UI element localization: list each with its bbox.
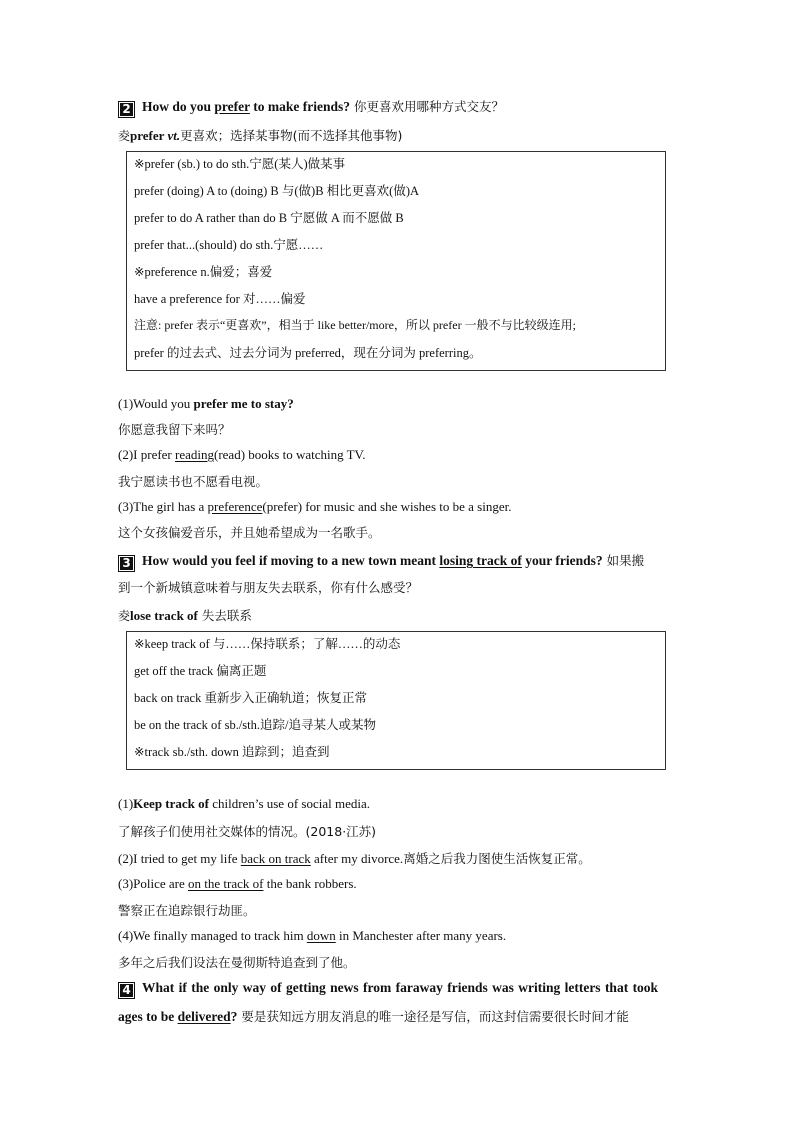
usage-line: ※prefer (sb.) to do sth.宁愿(某人)做某事 <box>134 157 346 171</box>
example-text: (read) books to watching TV. <box>214 447 366 462</box>
keyword-line <box>118 126 402 144</box>
example-answer: reading <box>175 447 214 462</box>
question-keyword: prefer <box>214 99 250 114</box>
example-answer: preference <box>207 499 263 514</box>
keyword-marker-icon: 夌 <box>118 609 131 623</box>
keyword-pos: vt. <box>167 128 181 143</box>
keyword-line <box>118 606 252 624</box>
question-cn: 要是获知远方朋友消息的唯一途径是写信，而这封信需要很长时间才能 <box>241 1009 629 1024</box>
usage-box <box>126 631 666 770</box>
example-answer: down <box>306 928 336 943</box>
question-cn-continued: 到一个新城镇意味着与朋友失去联系，你有什么感受？ <box>118 580 419 595</box>
example-text: children’s use of social media. <box>208 796 370 811</box>
keyword-meaning: 失去联系 <box>197 608 252 623</box>
section-2-heading <box>118 97 504 118</box>
example-translation: 我宁愿读书也不愿看电视。 <box>118 474 269 489</box>
keyword-word: prefer <box>130 128 168 143</box>
example-text: (3)The girl has a <box>118 499 208 514</box>
question-keyword: delivered <box>177 1009 231 1024</box>
question-keyword: losing track of <box>439 553 522 568</box>
example-translation: 你愿意我留下来吗？ <box>118 422 231 437</box>
example-sentence <box>118 447 366 463</box>
example-text: in Manchester after many years. <box>335 928 507 943</box>
section-number-badge: 3 <box>118 555 135 572</box>
section-number-badge: 4 <box>118 982 135 999</box>
example-sentence <box>118 499 511 515</box>
example-text: (prefer) for music and she wishes to be a singer. <box>262 499 512 514</box>
usage-note: prefer 的过去式、过去分词为 preferred，现在分词为 preferring。 <box>134 346 482 360</box>
example-answer: back on track <box>240 851 311 866</box>
example-translation: 离婚之后我力图使生活恢复正常。 <box>403 851 591 866</box>
example-answer: prefer me to stay? <box>193 396 294 411</box>
usage-box <box>126 151 666 371</box>
usage-line: have a preference for 对……偏爱 <box>134 292 306 306</box>
usage-line: ※keep track of 与……保持联系；了解……的动态 <box>134 637 401 651</box>
usage-note: 注意: prefer 表示“更喜欢”，相当于 like better/more，所以 prefer 一般不与比较级连用; <box>134 318 576 332</box>
usage-line: be on the track of sb./sth.追踪/追寻某人或某物 <box>134 718 376 732</box>
example-translation: 警察正在追踪银行劫匪。 <box>118 903 256 918</box>
question-en-tail: ? <box>230 1009 238 1024</box>
example-text: the bank robbers. <box>263 876 357 891</box>
keyword-marker-icon: 夌 <box>118 129 131 143</box>
section-4-heading <box>118 980 658 999</box>
question-en: ages to be <box>118 1009 178 1024</box>
usage-line: prefer to do A rather than do B 宁愿做 A 而不愿做 B <box>134 211 404 225</box>
usage-line: prefer that...(should) do sth.宁愿…… <box>134 238 324 252</box>
example-translation: 这个女孩偏爱音乐，并且她希望成为一名歌手。 <box>118 525 381 540</box>
question-en-tail: your friends? <box>521 553 603 568</box>
usage-line: ※preference n.偏爱；喜爱 <box>134 265 273 279</box>
example-text: (1)Would you <box>118 396 194 411</box>
usage-line: get off the track 偏离正题 <box>134 664 267 678</box>
example-sentence <box>118 928 506 944</box>
example-text: (2)I prefer <box>118 447 176 462</box>
section-number-badge: 2 <box>118 101 135 118</box>
question-en: How would you feel if moving to a new town meant <box>142 553 440 568</box>
example-sentence <box>118 396 294 412</box>
example-text: (4)We finally managed to track him <box>118 928 307 943</box>
example-sentence <box>118 876 357 892</box>
keyword-word: lose track of <box>130 608 198 623</box>
example-text: (3)Police are <box>118 876 189 891</box>
question-en-tail: to make friends? <box>249 99 351 114</box>
question-en: What if the only way of getting news from faraway friends was writing letters that took <box>142 980 659 995</box>
question-en: How do you <box>142 99 215 114</box>
example-translation: 了解孩子们使用社交媒体的情况。(2018·江苏) <box>118 824 377 839</box>
section-3-heading <box>118 551 644 572</box>
usage-line: ※track sb./sth. down 追踪到；追查到 <box>134 745 330 759</box>
usage-line: back on track 重新步入正确轨道；恢复正常 <box>134 691 367 705</box>
question-cn: 如果搬 <box>606 553 645 568</box>
example-sentence <box>118 796 370 812</box>
question-en-continued <box>118 1007 629 1025</box>
usage-line: prefer (doing) A to (doing) B 与(做)B 相比更喜欢(做)A <box>134 184 420 198</box>
example-text: after my divorce. <box>310 851 404 866</box>
example-text: (2)I tried to get my life <box>118 851 241 866</box>
example-text: (1) <box>118 796 134 811</box>
example-sentence <box>118 849 591 867</box>
example-translation: 多年之后我们设法在曼彻斯特追查到了他。 <box>118 955 356 970</box>
question-cn: 你更喜欢用哪种方式交友？ <box>354 99 505 114</box>
example-answer: on the track of <box>188 876 264 891</box>
example-answer: Keep track of <box>133 796 209 811</box>
keyword-meaning: 更喜欢；选择某事物(而不选择其他事物) <box>180 128 403 143</box>
